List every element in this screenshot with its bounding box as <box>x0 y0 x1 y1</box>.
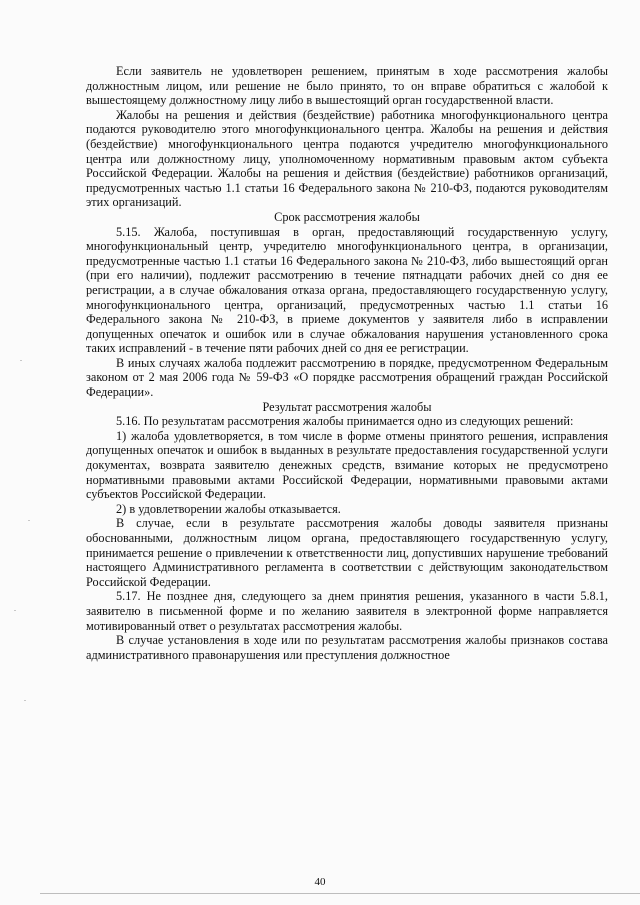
scan-speck <box>28 520 30 521</box>
paragraph: 5.17. Не позднее дня, следующего за днем принятия решения, указанного в части 5.8.1, заявителю в письменной форме и по желанию заявителя в электронной форме направляется мотивированный ответ о результатах рассмотрения жалобы. <box>86 589 608 633</box>
paragraph: 5.16. По результатам рассмотрения жалобы принимается одно из следующих решений: <box>116 414 574 429</box>
paragraph: Если заявитель не удовлетворен решением, принятым в ходе рассмотрения жалобы должностным лицом, или решение не было принято, то он вправе обратиться с жалобой к вышестоящему должностному лицу либо в вышестоящий орган государственной власти. <box>86 64 608 108</box>
list-item: 1) жалоба удовлетворяется, в том числе в форме отмены принятого решения, исправления допущенных опечаток и ошибок в выданных в результате предоставления государственной услуги документах, возврата заявителю денежных средств, взимание которых не предусмотрено нормативными правовыми актами Российской Федерации, нормативными правовыми актами субъектов Российской Федерации. <box>86 428 608 502</box>
scan-speck <box>20 360 22 361</box>
paragraph: В случае установления в ходе или по результатам рассмотрения жалобы признаков состава административного правонарушения или преступления должностное <box>86 633 608 662</box>
paragraph: В случае, если в результате рассмотрения жалобы доводы заявителя признаны обоснованными, должностным лицом органа, предоставляющего государственную услугу, принимается решение о привлечении к ответственности лиц, допустивших нарушение требований настоящего Административного регламента в соответствии с действующим законодательством Российской Федерации. <box>86 516 608 589</box>
scan-speck <box>24 700 26 701</box>
section-heading-result: Результат рассмотрения жалобы <box>262 399 432 414</box>
document-body <box>86 64 608 662</box>
scan-speck <box>14 610 16 611</box>
paragraph: Жалобы на решения и действия (бездействие) работника многофункционального центра подаются руководителю этого многофункционального центра. Жалобы на решения и действия (бездействие) многофункционального центра подаются учредителю многофункционального центра или должностному лицу, уполномоченному нормативным правовым актом субъекта Российской Федерации. Жалобы на решения и действия (бездействие) работников организаций, предусмотренных частью 1.1 статьи 16 Федерального закона № 210-ФЗ, подаются руководителям этих организаций. <box>86 107 608 210</box>
scan-edge-line <box>40 893 640 894</box>
paragraph: В иных случаях жалоба подлежит рассмотрению в порядке, предусмотренном Федеральным законом от 2 мая 2006 года № 59-ФЗ «О порядке рассмотрения обращений граждан Российской Федерации». <box>86 355 608 400</box>
page-number: 40 <box>314 876 326 888</box>
paragraph: 5.15. Жалоба, поступившая в орган, предоставляющий государственную услугу, многофункциональный центр, учредителю многофункционального центра, в организации, предусмотренные частью 1.1 статьи 16 Федерального закона № 210-ФЗ, либо вышестоящий орган (при его наличии), подлежит рассмотрению в течение пятнадцати рабочих дней со дня ее регистрации, а в случае обжалования отказа органа, предоставляющего государственную услугу, многофункционального центра, организаций, предусмотренных частью 1.1 статьи 16 Федерального закона № 210-ФЗ, в приеме документов у заявителя либо в исправлении допущенных опечаток и ошибок или в случае обжалования нарушения установленного срока таких исправлений - в течение пяти рабочих дней со дня ее регистрации. <box>86 224 608 356</box>
list-item: 2) в удовлетворении жалобы отказывается. <box>116 501 341 516</box>
section-heading-term: Срок рассмотрения жалобы <box>274 209 420 224</box>
